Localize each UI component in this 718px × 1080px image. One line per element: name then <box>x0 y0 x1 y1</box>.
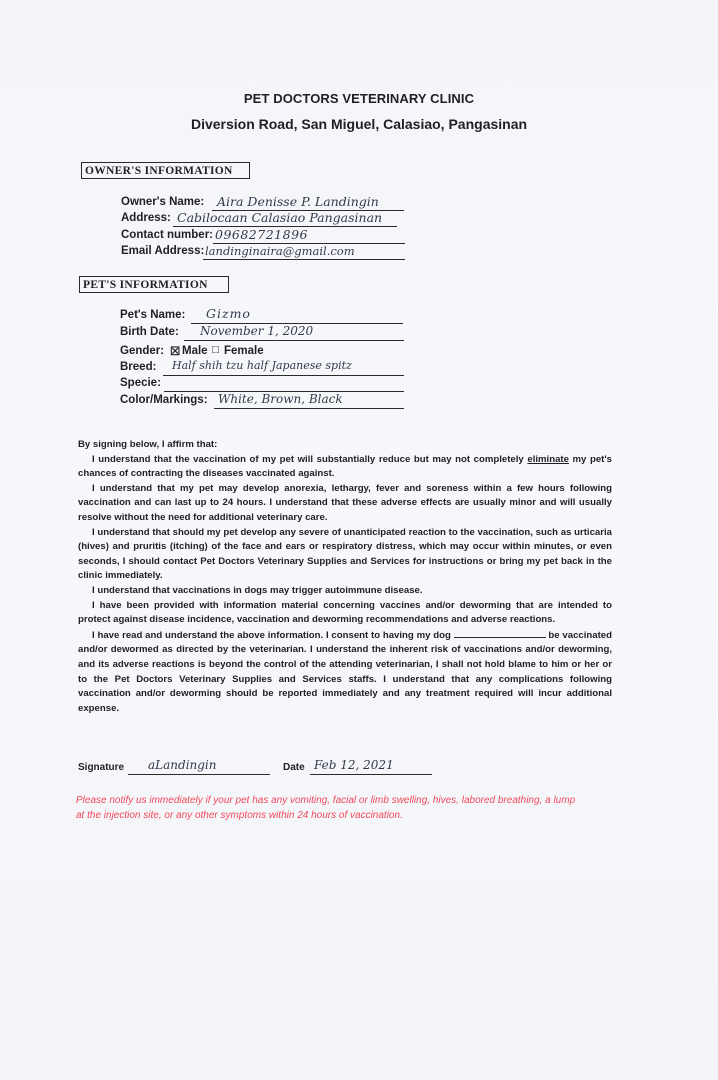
pet-birth-line <box>184 340 404 341</box>
owner-email-label: Email Address: <box>121 245 205 257</box>
owner-address-row <box>121 212 421 228</box>
pet-species-row <box>120 377 410 393</box>
owner-address-label: Address: <box>121 212 171 224</box>
date-line <box>310 774 432 775</box>
affirmation-paragraph-4: I understand that vaccinations in dogs may trigger autoimmune disease. <box>92 584 423 596</box>
owner-email-line <box>203 259 405 260</box>
affirmation-paragraph-3: I understand that should my pet develop any severe of unanticipated reaction to the vaccination, such as urticaria (hives) and pruritis (itching) of the face and ears or respiratory distress, which may occur within minutes, or even seconds, I should contact Pet Doctors Veterinary Supplies and Services for instructions or bring my pet back in the clinic immediately. <box>78 526 612 582</box>
clinic-name: PET DOCTORS VETERINARY CLINIC <box>243 91 475 106</box>
dog-name-blank[interactable] <box>454 628 546 638</box>
affirmation-p1-end: my pet's chances of contracting the diseases vaccinated against. <box>78 453 612 480</box>
owner-contact-value[interactable]: 09682721896 <box>215 227 308 242</box>
owner-contact-label: Contact number: <box>121 229 213 241</box>
signature-label: Signature <box>78 762 125 773</box>
pet-breed-line <box>163 375 404 376</box>
pet-name-label: Pet's Name: <box>120 309 186 321</box>
pet-name-value[interactable]: Gizmo <box>206 306 251 321</box>
gender-male-checkbox[interactable]: ☒ <box>170 346 181 358</box>
gender-female-checkbox[interactable]: □ <box>212 344 219 356</box>
pet-breed-label: Breed: <box>120 361 157 373</box>
owner-email-value[interactable]: landinginaira@gmail.com <box>205 244 355 258</box>
affirmation-p6-end: be vaccinated and/or dewormed as directed by the veterinarian. I understand the inherent risk of vaccinations and/or deworming, and its adverse reactions is beyond the control of the attending veterinarian, I shall not hold blame to him or her or to the Pet Doctors Veterinary Supplies and Services staffs. I understand that any complications following vaccination and/or deworming should be reported immediately and any treatment required will incur additional expense. <box>78 629 612 714</box>
owner-section-heading: OWNER'S INFORMATION <box>81 162 250 179</box>
pet-breed-value[interactable]: Half shih tzu half Japanese spitz <box>172 359 352 372</box>
owner-name-value[interactable]: Aira Denisse P. Landingin <box>217 194 379 209</box>
pet-breed-row <box>120 361 420 377</box>
signature-row <box>78 758 438 777</box>
affirmation-paragraph-5: I have been provided with information material concerning vaccines and/or deworming that are intended to protect against disease incidence, vaccination and deworming recommendations and adverse reactions. <box>78 599 612 626</box>
pet-color-line <box>214 408 404 409</box>
date-label: Date <box>283 762 305 773</box>
pet-color-label: Color/Markings: <box>120 394 208 406</box>
owner-name-label: Owner's Name: <box>121 196 205 208</box>
pet-color-row <box>120 394 410 410</box>
pet-species-label: Specie: <box>120 377 161 389</box>
affirmation-paragraph-6 <box>78 628 612 717</box>
affirmation-block <box>78 438 612 716</box>
pet-name-row <box>120 306 410 325</box>
vaccination-notice: Please notify us immediately if your pet has any vomiting, facial or limb swelling, hives, labored breathing, a lump at the injection site, or any other symptoms within 24 hours of vaccination. <box>76 795 576 821</box>
affirmation-paragraph-1 <box>78 453 612 482</box>
pet-color-value[interactable]: White, Brown, Black <box>218 392 343 406</box>
owner-address-value[interactable]: Cabilocaan Calasiao Pangasinan <box>177 210 383 225</box>
pet-birth-row <box>120 326 410 342</box>
clinic-address: Diversion Road, San Miguel, Calasiao, Pangasinan <box>190 116 528 132</box>
affirmation-p1-start: I understand that the vaccination of my pet will substantially reduce but may not completely <box>92 453 524 465</box>
pet-section-heading: PET'S INFORMATION <box>79 276 229 293</box>
signature-value[interactable]: aLandingin <box>148 758 217 772</box>
gender-female-label: Female <box>224 345 264 357</box>
affirmation-p6-start: I have read and understand the above information. I consent to having my dog <box>92 629 451 641</box>
date-value[interactable]: Feb 12, 2021 <box>314 758 394 772</box>
signature-line <box>128 774 270 775</box>
pet-birth-value[interactable]: November 1, 2020 <box>200 324 314 338</box>
affirmation-paragraph-2: I understand that my pet may develop anorexia, lethargy, fever and soreness within a few hours following vaccination and can last up to 24 hours. I understand that these adverse effects are usually minor and will usually resolve without the need for additional veterinary care. <box>78 482 612 523</box>
owner-email-row <box>121 245 411 261</box>
pet-gender-label: Gender: <box>120 345 165 357</box>
gender-male-label: Male <box>182 345 208 357</box>
affirmation-intro: By signing below, I affirm that: <box>78 439 218 450</box>
pet-birth-label: Birth Date: <box>120 326 179 338</box>
owner-contact-row <box>121 229 411 245</box>
affirmation-p1-underlined: eliminate <box>527 453 569 465</box>
